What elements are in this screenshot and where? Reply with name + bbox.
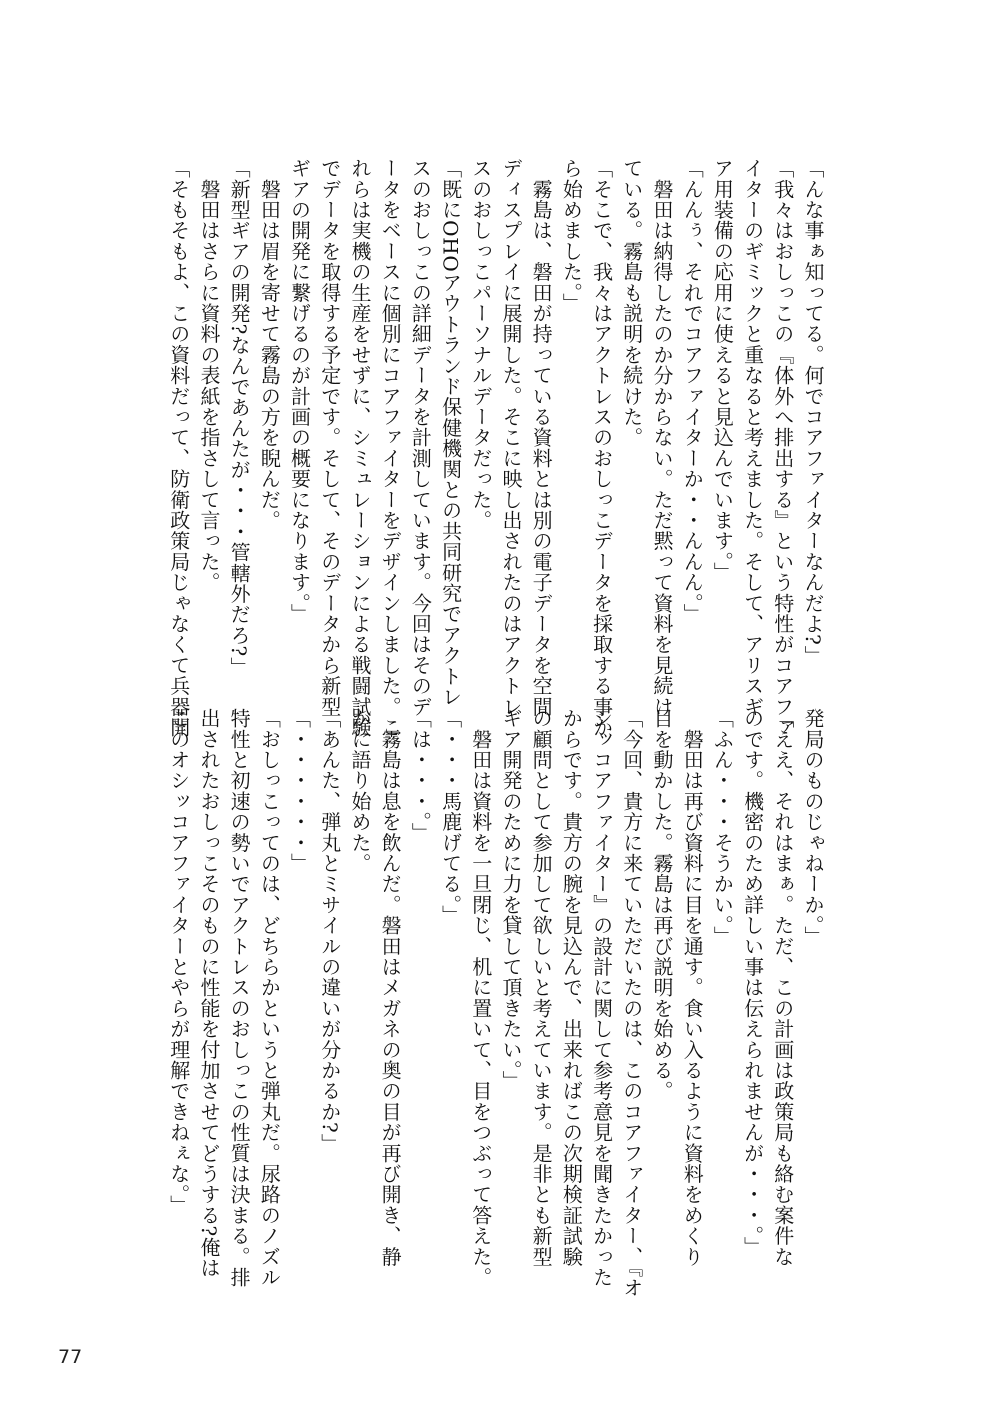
text-line: ギア開発のために力を貸して頂きたい。」 [498,708,523,1092]
text-line: 霧島は、磐田が持っている資料とは別の電子データを空間 [529,158,554,717]
text-line: ータをベースに個別にコアファイターをデザインしました。こ [378,158,403,738]
text-line: 磐田はさらに資料の表紙を指さして言った。 [196,158,221,593]
text-line: 磐田は納得したのか分からない。ただ黙って資料を見続け [649,158,674,717]
text-line: 「我々はおしっこの『体外へ排出する』という特性がコアファ [770,158,795,738]
text-line: のです。機密のため詳しい事は伝えられませんが・・・。」 [740,708,765,1257]
text-line: 磐田は再び資料に目を通す。食い入るように資料をめくり [680,708,705,1267]
text-line: ギアの開発に繋げるのが計画の概要になります。」 [287,158,312,625]
text-column-top [164,158,828,738]
text-line: シッコアファイター』の設計に関して参考意見を聞きたかった [589,708,614,1288]
text-line: イターのギミックと重なると考えました。そして、アリスギ [740,158,765,717]
text-line: 磐田は資料を一旦閉じ、机に置いて、目をつぶって答えた。 [468,708,493,1288]
text-line: ら始めました。」 [559,158,584,314]
text-line: 磐田は眉を寄せて霧島の方を睨んだ。 [257,158,282,531]
text-line: 出されたおしっこそのものに性能を付加させてどうする?俺は [196,708,221,1279]
text-line: 「ええ、それはまぁ。ただ、この計画は政策局も絡む案件な [770,708,795,1267]
text-line: 「新型ギアの開発?なんであんたが・・・管轄外だろ?」 [227,158,252,678]
text-line: 特性と初速の勢いでアクトレスのおしっこの性質は決まる。排 [227,708,252,1288]
text-line: 「んんぅ、それでコアファイターか・・んんん。」 [680,158,705,625]
text-line: でデータを取得する予定です。そして、そのデータから新型 [317,158,342,717]
text-line: 発局のものじゃねーか。」 [801,708,825,947]
text-line: 「おしっこってのは、どちらかというと弾丸だ。尿路のノズル [257,708,282,1288]
text-line: れらは実機の生産をせずに、シミュレーションによる戦闘試験 [347,158,372,738]
text-line: ア用装備の応用に使えると見込んでいます。」 [710,158,735,583]
text-line: 霧島は息を飲んだ。磐田はメガネの奥の目が再び開き、静 [378,708,403,1267]
text-line: 「あんた、弾丸とミサイルの違いが分かるか?」 [317,708,342,1155]
text-line: 「ふん・・・そうかい。」 [710,708,735,947]
text-line: 「んな事ぁ知ってる。何でコアファイターなんだよ?」 [801,158,825,667]
text-line: ディスプレイに展開した。そこに映し出されたのはアクトレ [498,158,523,717]
text-line: 「・・・馬鹿げてる。」 [438,708,463,926]
text-line: ている。霧島も説明を続けた。 [619,158,644,448]
text-line: かに語り始めた。 [347,708,372,874]
text-line: からです。貴方の腕を見込んで、出来ればこの次期検証試験 [559,708,584,1267]
text-line: 「既にOHOアウトランド保健機関との共同研究でアクトレ [438,158,463,708]
text-line: 「・・・・・・」 [287,708,312,874]
page-number: 77 [58,1346,83,1368]
text-column-bottom [164,708,828,1299]
text-line: スのおしっこの詳細データを計測しています。今回はそのデ [408,158,433,717]
text-line: 目を動かした。霧島は再び説明を始める。 [649,708,674,1102]
text-line: 「今回、貴方に来ていただいたのは、このコアファイター、『オ [619,708,644,1299]
text-line: 「そもそもよ、この資料だって、防衛政策局じゃなくて兵器開 [166,158,191,738]
text-line: このオシッコアファイターとやらが理解できねぇな。」 [166,708,191,1216]
text-line: 「そこで、我々はアクトレスのおしっこデータを採取する事か [589,158,614,738]
text-line: の顧問として参加して欲しいと考えています。是非とも新型 [529,708,554,1267]
text-line: スのおしっこパーソナルデータだった。 [468,158,493,531]
text-line: 「は・・・。」 [408,708,433,843]
